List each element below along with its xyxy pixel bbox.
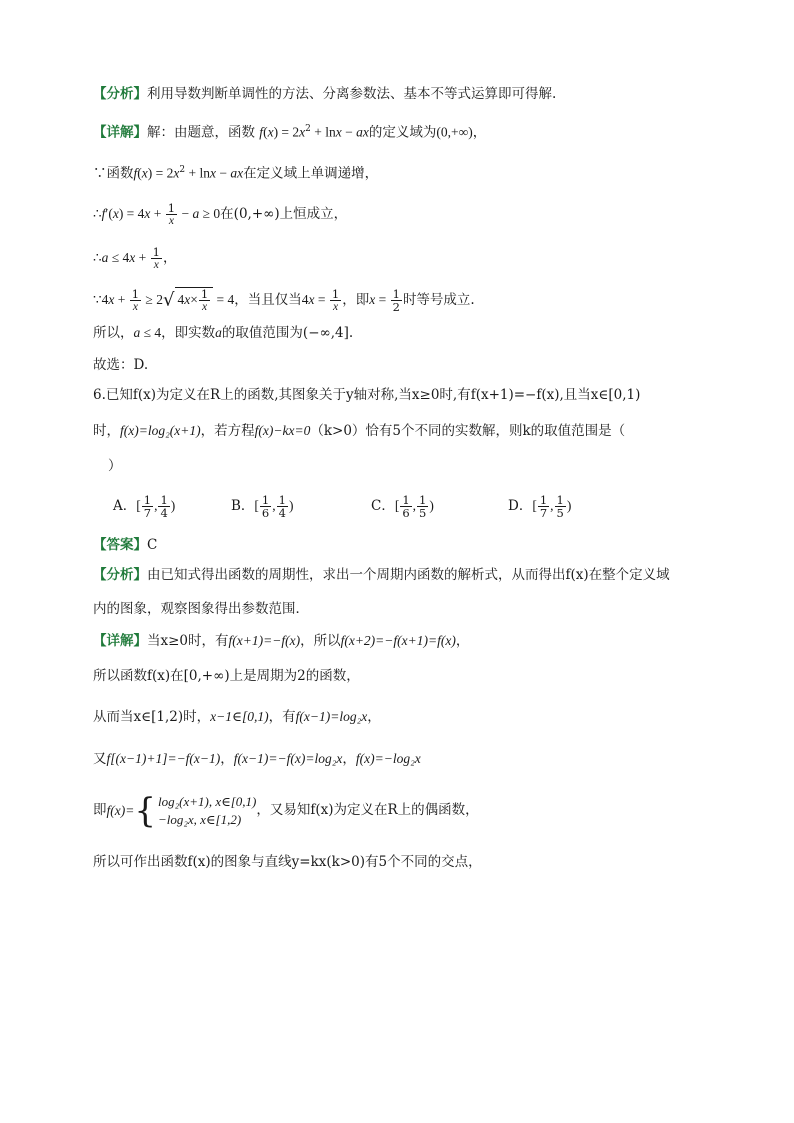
- q6-stem2a: 时，: [93, 423, 120, 439]
- q6-detail-line5: [93, 790, 754, 831]
- q6-detail-line4: [93, 749, 754, 769]
- piecewise-case-1: log₂(x+1), x∈[0,1): [157, 793, 257, 809]
- option-den: 6: [402, 506, 410, 520]
- q5-line2-post: 在定义域上单调递增，: [243, 165, 379, 182]
- option-bracket: [: [394, 498, 400, 513]
- q6-options: [93, 494, 754, 524]
- option-den: 7: [539, 506, 548, 520]
- q6-detail5a: 即: [93, 802, 107, 818]
- q5-line2-pre: ∵函数: [93, 165, 134, 182]
- option-num: 1: [160, 493, 168, 507]
- q6-detail3e: ，: [367, 709, 381, 725]
- option-label: D．: [508, 498, 533, 514]
- q6-detail-line2: 所以函数f(x)在[0,+∞)上是周期为2的函数，: [93, 668, 360, 684]
- q6-detail1e: ，: [455, 633, 470, 649]
- option-den: 5: [556, 506, 564, 520]
- piecewise-function: [107, 791, 257, 831]
- q5-choose: 故选：D.: [93, 357, 149, 373]
- option-bracket: [: [136, 498, 141, 513]
- option-bracket: ): [566, 498, 572, 513]
- q5-analysis-line: [93, 84, 754, 104]
- q6-detail5c: ，又易知f(x)为定义在R上的偶函数，: [256, 802, 479, 818]
- q6-stem-line1: 6.已知f(x)为定义在R上的函数,其图象关于y轴对称,当x≥0时,有f(x+1)=−f(x),且当x∈[0,1): [93, 387, 641, 403]
- option-bracket: [: [532, 498, 537, 513]
- q6-analysis-line2: 内的图象，观察图象得出参数范围．: [93, 601, 309, 617]
- q5-line3-post: 在(0,+∞)上恒成立，: [220, 206, 348, 222]
- option-den: 7: [143, 506, 152, 520]
- q6-analysis-line1: [93, 565, 754, 585]
- analysis-tag: 【分析】: [93, 86, 147, 102]
- option-label: B．: [231, 498, 255, 514]
- option-num: 1: [261, 493, 270, 507]
- q5-domain: (0,+∞)，: [436, 124, 487, 140]
- fraction: $\frac{1}{x}$: [167, 201, 176, 227]
- q6-detail-line1: [93, 631, 754, 651]
- q6-stem2c: ，若方程: [200, 423, 255, 439]
- fraction: $\frac{1}{x}$: [131, 287, 140, 313]
- q5-line6-mid: ，即实数: [161, 325, 216, 341]
- q5-line2: ∵函数$f(x) = 2x^2 + \ln x$ − ax在定义域上单调递增，: [93, 165, 379, 182]
- option-num: 1: [402, 493, 410, 507]
- q5-detail-intro: 解：由题意，函数: [147, 124, 255, 141]
- q5-line3: ∴f′(x) = 4x + $\frac{1}{x}$ − a ≥ 0在(0,+∞)上恒成立，: [93, 201, 348, 227]
- answer-tag: 【答案】: [93, 537, 147, 553]
- q6-given-function: f(x)=log₂(x+1): [120, 423, 201, 438]
- q6-stem-line2: [93, 421, 754, 441]
- q5-line6: 所以，a ≤ 4，即实数a的取值范围为(−∞,4].: [93, 325, 354, 341]
- piecewise-case-2: −log₂x, x∈[1,2): [157, 811, 242, 827]
- detail-tag: 【详解】: [93, 633, 147, 649]
- option-den: 4: [160, 506, 168, 520]
- option-den: 4: [278, 506, 286, 520]
- q6-detail3b: x−1∈[0,1): [210, 709, 269, 724]
- q5-function-expr: f: [259, 124, 264, 140]
- option-num: 1: [143, 493, 152, 507]
- q6-answer-line: [93, 535, 754, 555]
- fraction: $\frac{1}{2}$: [392, 287, 400, 314]
- q6-detail4c: ，: [220, 751, 234, 767]
- q5-detail-line: 【详解】解：由题意，函数 $f(x) = 2x^2 + \ln x$ − ax的定义域为(0,+∞)，: [93, 124, 487, 141]
- q6-detail4d: f(x−1)=−f(x)=log₂x: [233, 751, 343, 766]
- q6-detail-line6: 所以可作出函数f(x)的图象与直线y=kx(k>0)有5个不同的交点，: [93, 854, 482, 870]
- q5-line3-pre: ∴: [93, 206, 102, 222]
- q5-domain-text: 的定义域为: [368, 124, 437, 141]
- q6-analysis-text1: 由已知式得出函数的周期性，求出一个周期内函数的解析式，从而得出f(x)在整个定义域: [147, 567, 670, 583]
- q6-detail3d: f(x−1)=log₂x: [295, 709, 368, 724]
- q6-detail3c: ，有: [268, 709, 296, 725]
- option-num: 1: [556, 493, 564, 507]
- option-den: 6: [261, 506, 270, 520]
- option-c[interactable]: C．[ $\frac{1}{6}$ , $\frac{1}{5}$ ): [371, 493, 434, 520]
- option-den: 5: [419, 506, 427, 520]
- q5-line6-post: 的取值范围为(−∞,4].: [221, 325, 354, 341]
- q5-line5: ∵4x + $\frac{1}{x}$ ≥ 2√ 4x× $\frac{1}{x}$ = 4，当且仅当4x = $\frac{1}{x}$ ，即x = $\frac{1}{2}$ 时等号成立.: [93, 287, 475, 314]
- q5-line5-mid2: ，即: [342, 292, 370, 308]
- q6-stem2e: （k>0）恰有5个不同的实数解，则k的取值范围是（: [310, 423, 626, 439]
- piecewise-lhs: f(x)=: [106, 802, 135, 818]
- q6-stem-line3: ）: [108, 458, 122, 474]
- detail-tag: 【详解】: [93, 124, 147, 141]
- option-bracket: ): [288, 498, 294, 513]
- option-a[interactable]: A．[ $\frac{1}{7}$ , $\frac{1}{4}$ ): [113, 493, 176, 520]
- q5-line5-mid: ，当且仅当: [234, 292, 302, 308]
- brace-icon: {: [134, 790, 156, 831]
- option-num: 1: [419, 493, 427, 507]
- analysis-tag: 【分析】: [93, 567, 147, 583]
- option-d[interactable]: D．[ $\frac{1}{7}$ , $\frac{1}{5}$ ): [508, 493, 572, 520]
- q6-detail3a: 从而当x∈[1,2)时，: [93, 709, 211, 725]
- q6-detail4b: f[(x−1)+1]=−f(x−1): [106, 751, 221, 766]
- q6-detail4e: ，: [342, 751, 356, 767]
- option-bracket: ): [170, 498, 176, 513]
- option-label: C．: [371, 498, 395, 514]
- q6-detail1a: 当x≥0时，有: [147, 633, 229, 649]
- option-num: 1: [539, 493, 548, 507]
- q6-answer-value: C: [147, 537, 158, 553]
- q5-line4-pre: ∴: [93, 250, 102, 266]
- q6-equation: f(x)−kx=0: [254, 423, 311, 438]
- fraction: $\frac{1}{x}$: [152, 245, 160, 271]
- option-bracket: [: [254, 498, 259, 513]
- sqrt-expr: 4x× $\frac{1}{x}$: [175, 287, 213, 313]
- q5-line4: ∴a ≤ 4x + $\frac{1}{x}$ ，: [93, 245, 177, 271]
- option-num: 1: [278, 493, 286, 507]
- q5-line5-post: 时等号成立.: [402, 292, 475, 308]
- q6-detail-line3: [93, 707, 754, 727]
- q6-detail1d: f(x+2)=−f(x+1)=f(x): [340, 633, 456, 648]
- fraction: $\frac{1}{x}$: [331, 287, 340, 313]
- q6-detail1b: f(x+1)=−f(x): [228, 633, 301, 648]
- q6-detail4f: f(x)=−log₂x: [355, 751, 421, 766]
- q6-detail1c: ，所以: [300, 633, 341, 649]
- option-b[interactable]: B．[ $\frac{1}{6}$ , $\frac{1}{4}$ ): [231, 493, 294, 520]
- q5-analysis-text: 利用导数判断单调性的方法、分离参数法、基本不等式运算即可得解.: [147, 86, 557, 102]
- option-bracket: ): [429, 498, 434, 513]
- option-label: A．: [113, 498, 137, 514]
- q5-line6-pre: 所以，: [93, 325, 134, 341]
- q6-detail4a: 又: [93, 751, 107, 767]
